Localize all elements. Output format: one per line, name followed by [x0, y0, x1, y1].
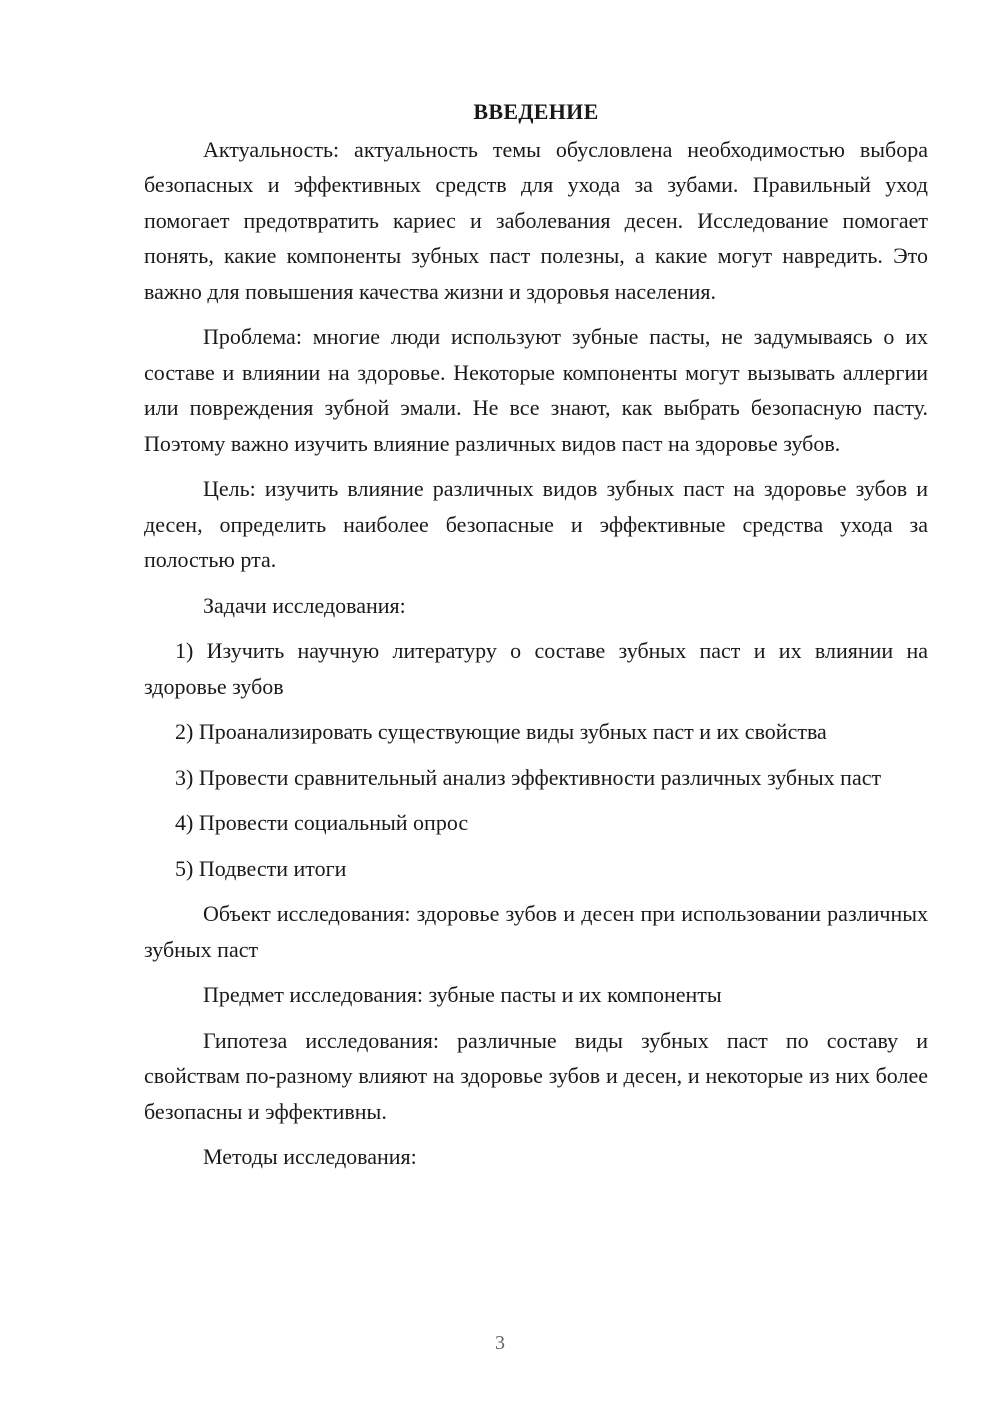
paragraph-object: Объект исследования: здоровье зубов и десен при использовании различных зубных паст: [144, 901, 928, 962]
task-item: 2) Проанализировать существующие виды зубных паст и их свойства: [175, 719, 827, 744]
task-item: 3) Провести сравнительный анализ эффективности различных зубных паст: [175, 764, 882, 790]
paragraph-tasks-heading: Задачи исследования:: [203, 592, 406, 618]
paragraph-problem: Проблема: многие люди используют зубные пасты, не задумываясь о их составе и влиянии на здоровье. Некоторые компоненты могут вызывать аллергии или повреждения зубной эмали. Не все знают, как выбрать безопасную пасту. Поэтому важно изучить влияние различных видов паст на здоровье зубов.: [144, 324, 928, 456]
page-number: 3: [495, 1332, 505, 1354]
paragraph-relevance: Актуальность: актуальность темы обусловлена необходимостью выбора безопасных и эффективных средств для ухода за зубами. Правильный уход помогает предотвратить кариес и заболевания десен. Исследование помогает понять, какие компоненты зубных паст полезны, а какие могут навредить. Это важно для повышения качества жизни и здоровья населения.: [144, 136, 928, 304]
section-title: ВВЕДЕНИЕ: [473, 99, 599, 124]
task-item: 5) Подвести итоги: [175, 855, 347, 881]
paragraph-subject: Предмет исследования: зубные пасты и их компоненты: [203, 982, 722, 1007]
paragraph-goal: Цель: изучить влияние различных видов зубных паст на здоровье зубов и десен, определить наиболее безопасные и эффективные средства ухода за полостью рта.: [144, 476, 928, 572]
paragraph-hypothesis: Гипотеза исследования: различные виды зубных паст по составу и свойствам по-разному влияют на здоровье зубов и десен, и некоторые из них более безопасны и эффективны.: [144, 1027, 928, 1124]
paragraph-methods: Методы исследования:: [203, 1144, 417, 1169]
page-content: [144, 94, 928, 1185]
task-item: 1) Изучить научную литературу о составе зубных паст и их влиянии на здоровье зубов: [144, 638, 928, 699]
task-item: 4) Провести социальный опрос: [175, 810, 469, 835]
